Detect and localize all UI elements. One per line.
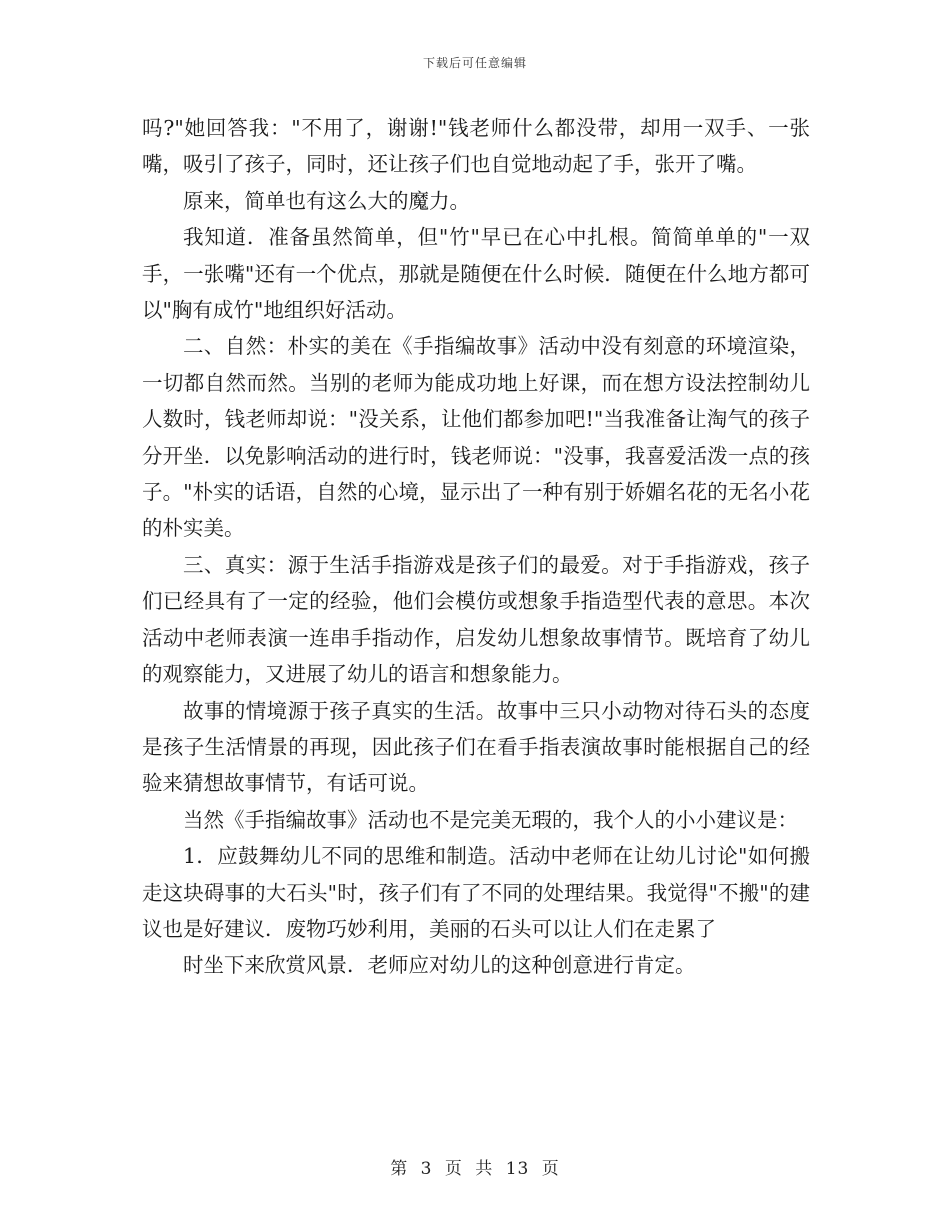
paragraph: 原来，简单也有这么大的魔力。	[183, 188, 470, 213]
page-number-footer: 第 3 页 共 13 页	[390, 1159, 560, 1179]
paragraph: 时坐下来欣赏风景．老师应对幼儿的这种创意进行肯定。	[183, 953, 696, 978]
paragraph: 吗?"她回答我："不用了，谢谢!"钱老师什么都没带，却用一双手、一张嘴，吸引了孩子，同时，还让孩子们也自觉地动起了手，张开了嘴。	[142, 116, 810, 177]
paragraph: 1．应鼓舞幼儿不同的思维和制造。活动中老师在让幼儿讨论"如何搬走这块碍事的大石头"时，孩子们有了不同的处理结果。我觉得"不搬"的建议也是好建议．废物巧妙利用，美丽的石头可以让人们在走累了	[142, 844, 810, 941]
paragraph: 我知道．准备虽然简单，但"竹"早已在心中扎根。简简单单的"一双手，一张嘴"还有一个优点，那就是随便在什么时候．随便在什么地方都可以"胸有成竹"地组织好活动。	[142, 225, 810, 323]
paragraph: 二、自然：朴实的美在《手指编故事》活动中没有刻意的环境渲染，一切都自然而然。当别的老师为能成功地上好课，而在想方设法控制幼儿人数时，钱老师却说："没关系，让他们都参加吧!"当我准备让淘气的孩子分开坐．以免影响活动的进行时，钱老师说："没事，我喜爱活泼一点的孩子。"朴实的话语，自然的心境，显示出了一种有别于娇媚名花的无名小花的朴实美。	[142, 334, 810, 541]
paragraph: 故事的情境源于孩子真实的生活。故事中三只小动物对待石头的态度是孩子生活情景的再现，因此孩子们在看手指表演故事时能根据自己的经验来猜想故事情节，有话可说。	[142, 698, 810, 796]
document-body	[142, 110, 810, 984]
paragraph: 三、真实：源于生活手指游戏是孩子们的最爱。对于手指游戏，孩子们已经具有了一定的经验，他们会模仿或想象手指造型代表的意思。本次活动中老师表演一连串手指动作，启发幼儿想象故事情节。既培育了幼儿的观察能力，又进展了幼儿的语言和想象能力。	[142, 552, 810, 687]
paragraph: 当然《手指编故事》活动也不是完美无瑕的，我个人的小小建议是：	[183, 807, 798, 832]
page-header: 下载后可任意编辑	[422, 56, 527, 70]
